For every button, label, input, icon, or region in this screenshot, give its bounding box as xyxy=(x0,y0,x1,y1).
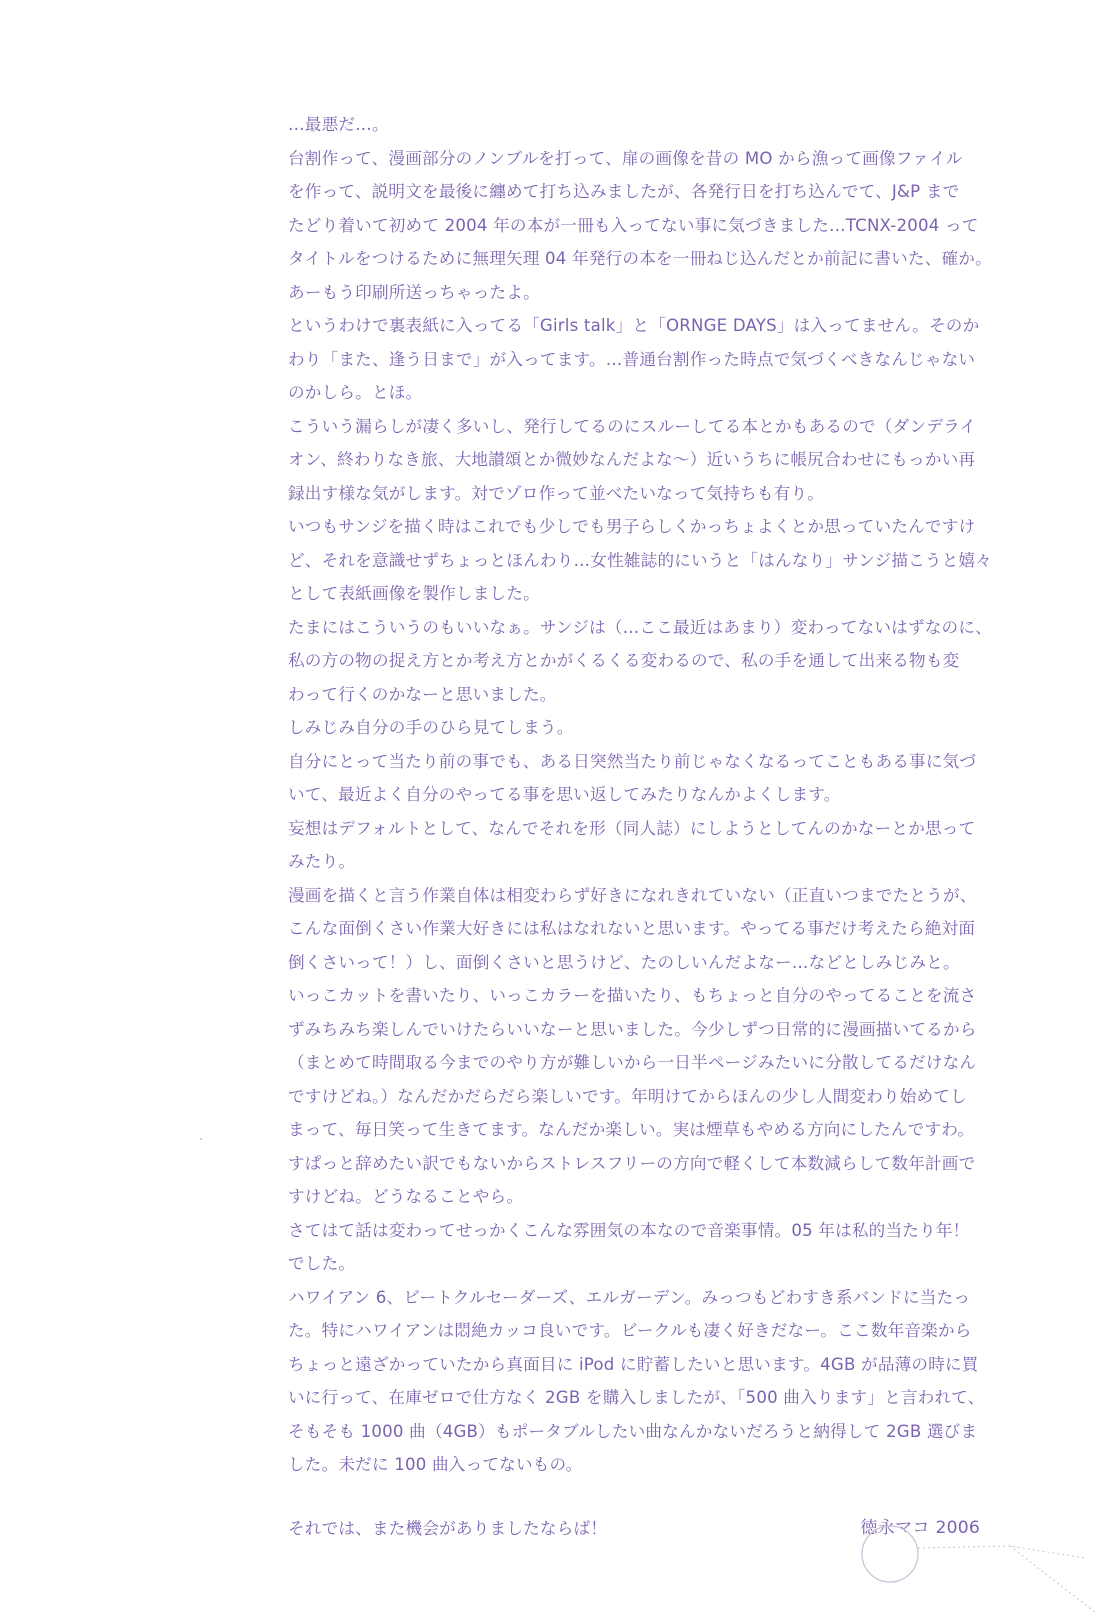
text-line: …最悪だ…。 xyxy=(288,115,389,134)
text-line: いに行って、在庫ゼロで仕方なく 2GB を購入しましたが、「500 曲入ります」と言われて、 xyxy=(288,1388,985,1407)
text-line: いつもサンジを描く時はこれでも少しでも男子らしくかっちょよくとか思っていたんですけ xyxy=(288,517,976,536)
text-line: 漫画を描くと言う作業自体は相変わらず好きになれきれていない（正直いつまでたとうが、 xyxy=(288,885,977,905)
text-line: いっこカットを書いたり、いっこカラーを描いたり、もちょっと自分のやってることを流さ xyxy=(288,986,977,1005)
text-line: たまにはこういうのもいいなぁ。サンジは（…ここ最近はあまり）変わってないはずなのに、 xyxy=(288,617,992,637)
text-line: ずみちみち楽しんでいけたらいいなーと思いました。今少しずつ日常的に漫画描いてるから xyxy=(288,1019,977,1039)
spacer xyxy=(288,1482,998,1512)
text-line: こんな面倒くさい作業大好きには私はなれないと思います。やってる事だけ考えたら絶対面 xyxy=(288,919,976,938)
corner-circle-decoration xyxy=(860,1518,1096,1620)
text-line: を作って、説明文を最後に纏めて打ち込みましたが、各発行日を打ち込んでて、J&P まで xyxy=(288,182,960,201)
text-line: ハワイアン 6、ビートクルセーダーズ、エルガーデン。みっつもどわすき系バンドに当たっ xyxy=(288,1287,971,1307)
afterword-text xyxy=(288,108,998,1546)
text-line: した。未だに 100 曲入ってないもの。 xyxy=(288,1455,583,1474)
text-line: 台割作って、漫画部分のノンブルを打って、扉の画像を昔の MO から漁って画像ファイル xyxy=(288,148,963,168)
text-line: タイトルをつけるために無理矢理 04 年発行の本を一冊ねじ込んだとか前記に書いた、確か。 xyxy=(288,249,992,268)
closing-text: それでは、また機会がありましたならば！ xyxy=(288,1518,608,1538)
text-line: たどり着いて初めて 2004 年の本が一冊も入ってない事に気づきました…TCNX-2004 って xyxy=(288,215,979,235)
text-line: しみじみ自分の手のひら見てしまう。 xyxy=(288,718,574,737)
text-line: すけどね。どうなることやら。 xyxy=(288,1187,524,1206)
text-line: こういう漏らしが凄く多いし、発行してるのにスルーしてる本とかもあるので（ダンデライ xyxy=(288,416,977,436)
text-line: ど、それを意識せずちょっとほんわり…女性雑誌的にいうと「はんなり」サンジ描こうと嬉々 xyxy=(288,550,993,570)
text-line: さてはて話は変わってせっかくこんな雰囲気の本なので音楽事情。05 年は私的当たり年！ xyxy=(288,1220,970,1240)
paper-speck xyxy=(200,1138,202,1140)
text-line: 妄想はデフォルトとして、なんでそれを形（同人誌）にしようとしてんのかなーとか思って xyxy=(288,818,976,838)
text-line: わって行くのかなーと思いました。 xyxy=(288,684,557,704)
text-line: まって、毎日笑って生きてます。なんだか楽しい。実は煙草もやめる方向にしたんですわ。 xyxy=(288,1120,975,1139)
text-line: すぱっと辞めたい訳でもないからストレスフリーの方向で軽くして本数減らして数年計画で xyxy=(288,1153,976,1173)
text-line: た。特にハワイアンは悶絶カッコ良いです。ビークルも凄く好きだなー。ここ数年音楽から xyxy=(288,1321,972,1340)
text-line: （まとめて時間取る今までのやり方が難しいから一日半ページみたいに分散してるだけなん xyxy=(288,1053,977,1072)
text-line: 私の方の物の捉え方とか考え方とかがくるくる変わるので、私の手を通して出来る物も変 xyxy=(288,651,960,670)
author-signature: 徳永マコ 2006 xyxy=(860,1517,980,1538)
text-line: オン、終わりなき旅、大地讃頌とか微妙なんだよな～）近いうちに帳尻合わせにもっかい再 xyxy=(288,450,976,469)
text-line: そもそも 1000 曲（4GB）もポータブルしたい曲なんかないだろうと納得して 2GB 選びま xyxy=(288,1421,978,1441)
text-line: 録出す様な気がします。対でゾロ作って並べたいなって気持ちも有り。 xyxy=(288,483,825,503)
text-line: あーもう印刷所送っちゃったよ。 xyxy=(288,282,540,302)
text-line: わり「また、逢う日まで」が入ってます。…普通台割作った時点で気づくべきなんじゃない xyxy=(288,349,976,369)
text-line: のかしら。とほ。 xyxy=(288,383,423,402)
text-line: ちょっと遠ざかっていたから真面目に iPod に貯蓄したいと思います。4GB が品薄の時に買 xyxy=(288,1354,979,1374)
text-line: 自分にとって当たり前の事でも、ある日突然当たり前じゃなくなるってこともある事に気づ xyxy=(288,751,977,771)
text-line: 倒くさいって！）し、面倒くさいと思うけど、たのしいんだよなー…などとしみじみと。 xyxy=(288,952,960,972)
text-line: というわけで裏表紙に入ってる「Girls talk」と「ORNGE DAYS」は入ってません。そのか xyxy=(288,316,980,335)
text-line: として表紙画像を製作しました。 xyxy=(288,584,540,603)
text-line: ですけどね。）なんだかだらだら楽しいです。年明けてからほんの少し人間変わり始めてし xyxy=(288,1086,967,1106)
text-line: いて、最近よく自分のやってる事を思い返してみたりなんかよくします。 xyxy=(288,785,841,804)
text-line: でした。 xyxy=(288,1254,356,1273)
text-line: みたり。 xyxy=(288,852,356,871)
afterword-paragraphs xyxy=(288,108,998,1482)
